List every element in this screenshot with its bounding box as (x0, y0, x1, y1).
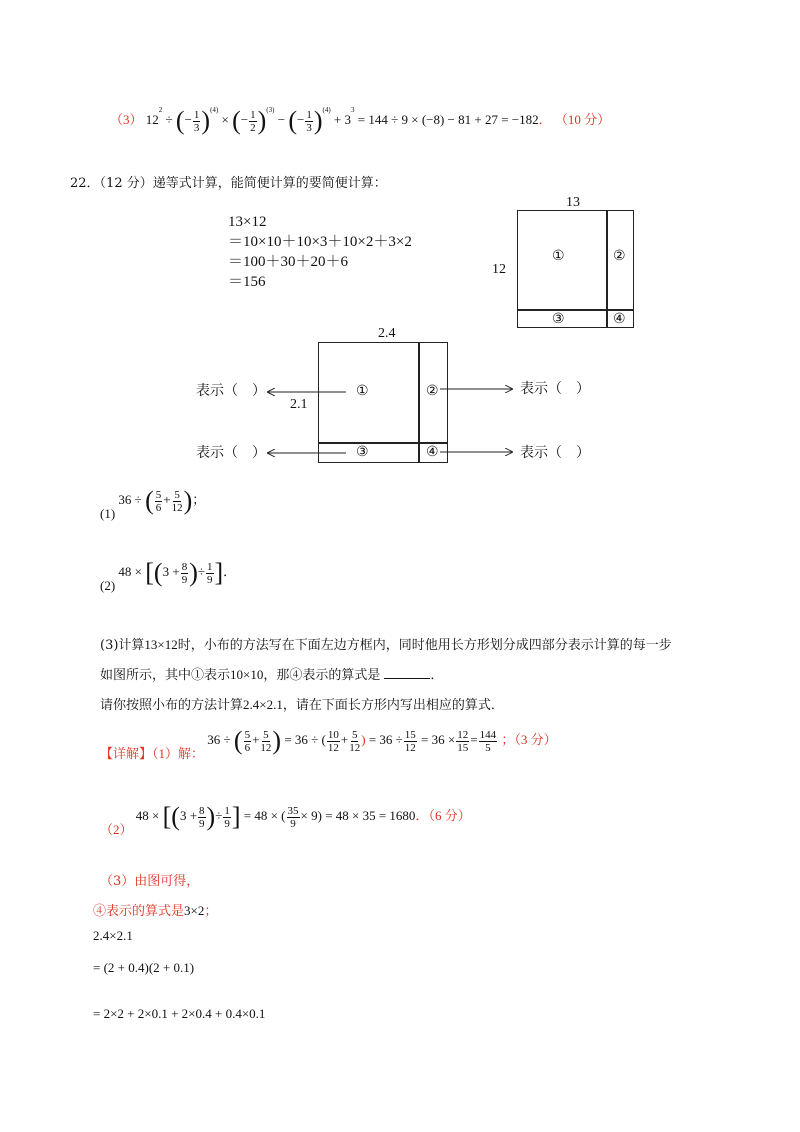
plus-term: + 3 (333, 111, 352, 127)
label-right-bottom: 表示（ ） (520, 445, 590, 461)
example-line: 13×12 (228, 214, 267, 230)
frac2-sign: − (240, 111, 249, 127)
lhs-exp: 2 (158, 106, 163, 114)
result: = −182 (501, 111, 539, 127)
frac2: $\frac{1}{2}$ (250, 108, 256, 134)
rhs: = 144 ÷ 9 × (−8) − 81 + 27 (357, 111, 498, 127)
minus-sign: − (277, 111, 286, 127)
part3-score: （10 分） (554, 111, 611, 127)
region-2: ② (426, 383, 439, 399)
sub3-line3: 请你按照小布的方法计算2.4×2.1，请在下面长方形内写出相应的算式． (100, 697, 504, 713)
solution1: 【详解】（1）解： 36 ÷ ( $\frac{5}{6}$ + $\frac{5}{12}$ ) = 36 ÷ ( $\frac{10}{12}$ + $\frac{5}{12}$ ) = 36 ÷ $\frac{15}{12}$ = 36 × $\frac{12}{15}$ = $\frac{144}{5}$ ；（3 分） (100, 726, 557, 761)
solution3-label: （3）由图可得， (100, 874, 200, 889)
sub3-line2: 如图所示，其中①表示10×10，那④表示的算式是 ． (100, 667, 444, 683)
part3-label: （3） (110, 111, 143, 127)
sub3-line1: (3)计算13×12时，小布的方法写在下面左边方框内，同时他用长方形划分成四部分表示计算的每一步 (100, 637, 672, 653)
frac3-exp: (4) (322, 106, 331, 114)
frac1-sign: − (184, 111, 192, 127)
arrows (0, 0, 800, 500)
times-sign: × (221, 111, 229, 127)
answer-blank[interactable] (384, 678, 430, 679)
region-4: ④ (613, 311, 626, 327)
frac1-exp: (4) (210, 106, 219, 114)
question22-header: 22．（12 分）递等式计算，能简便计算的要简便计算： (70, 176, 387, 191)
frac3: $\frac{1}{3}$ (306, 108, 312, 134)
solution3-step: 2.4×2.1 (93, 928, 133, 943)
region-1: ① (356, 383, 369, 399)
region-4: ④ (426, 444, 439, 460)
example-line: ＝10×10＋10×3＋10×2＋3×2 (228, 234, 412, 250)
example-line: ＝156 (228, 274, 266, 290)
region-3: ③ (356, 444, 369, 460)
solution3-line2: ④表示的算式是3×2； (93, 903, 218, 919)
solution3-step: = (2 + 0.4)(2 + 0.1) (93, 960, 195, 975)
part3-answer-line: （3） $12^2$ ÷ (− $\frac{1}{3}$ )$^{(4)}$ × (− $\frac{1}{2}$ )$^{(3)}$ − (− $\frac{1}{3}$ )$^{(4)} + 3^3 = 144 \div 9 \times (-8) - 81 + 27 = -182$． （10 分） (110, 106, 611, 135)
plus-exp: 3 (351, 106, 355, 114)
frac3-sign: − (296, 111, 305, 127)
frac2-exp: (3) (266, 106, 275, 114)
region-1: ① (552, 248, 565, 264)
diagram2-side-label: 2.1 (290, 397, 308, 412)
region-3: ③ (552, 311, 565, 327)
diagram2-top-label: 2.4 (378, 326, 396, 341)
div-sign: ÷ (165, 111, 173, 127)
label-right-top: 表示（ ） (520, 381, 590, 397)
diagram1-top-label: 13 (566, 195, 580, 210)
example-line: ＝100＋30＋20＋6 (228, 254, 349, 270)
label-left-bottom: 表示（ ） (196, 445, 266, 461)
solution3-step: = 2×2 + 2×0.1 + 2×0.4 + 0.4×0.1 (93, 1006, 266, 1021)
sub2: (2) 48 × [(3 + $\frac{8}{9}$ )÷ $\frac{1}{9}$ ]． (100, 558, 237, 593)
sub1: (1) 36 ÷ ( $\frac{5}{6}$ + $\frac{5}{12}$ )； (100, 486, 206, 521)
frac1: $\frac{1}{3}$ (193, 108, 200, 134)
region-2: ② (613, 248, 626, 264)
lhs-base: 12 (145, 111, 159, 127)
diagram1-side-label: 12 (492, 262, 506, 277)
label-left-top: 表示（ ） (196, 383, 266, 399)
solution2: （2） 48 × [(3 + $\frac{8}{9}$ )÷ $\frac{1}{9}$ ] = 48 × ( $\frac{35}{9}$ × 9) = 48 × 35 = 1680．（6 分） (100, 802, 471, 837)
